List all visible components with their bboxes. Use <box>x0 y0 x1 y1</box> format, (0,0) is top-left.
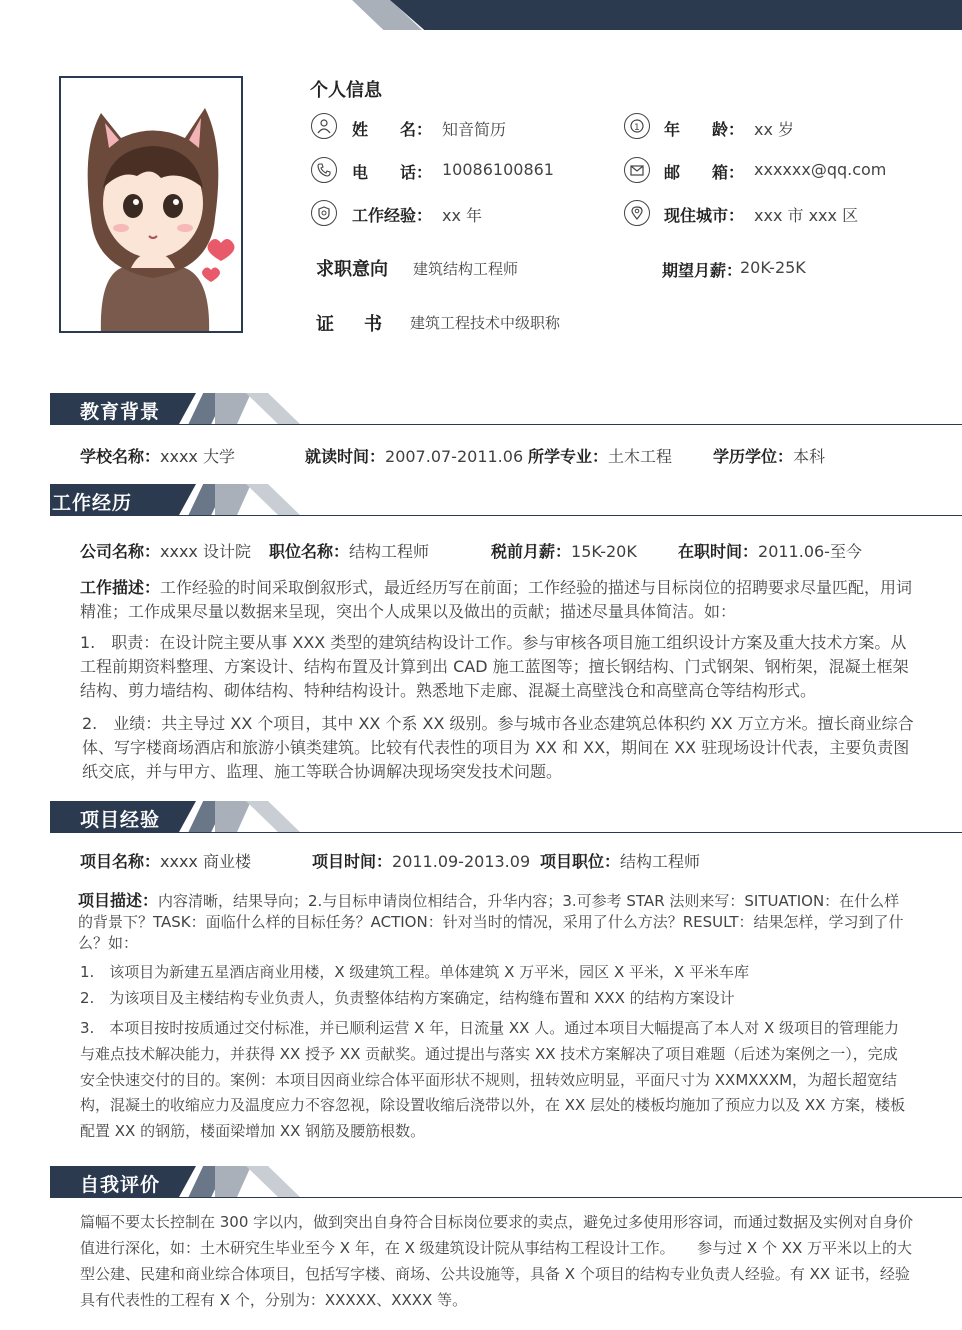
project-item-2: 2. 为该项目及主楼结构专业负责人，负责整体结构方案确定，结构缝布置和 XXX 的结构方案设计 <box>80 989 735 1007</box>
header-decoration-bar <box>390 0 962 30</box>
email-icon <box>624 157 650 183</box>
experience-label: 工作经验： <box>352 206 433 225</box>
degree <box>713 444 825 467</box>
project-role <box>540 849 700 872</box>
position-label: 职位名称： <box>269 542 350 561</box>
period-label: 就读时间： <box>305 447 386 466</box>
city-value: xxx 市 xxx 区 <box>754 206 859 225</box>
job-intent-label: 求职意向 <box>316 259 388 280</box>
school-value: xxxx 大学 <box>160 447 235 466</box>
work-description <box>80 576 920 624</box>
position <box>269 539 429 562</box>
age-label: 年 龄： <box>664 120 745 139</box>
tenure <box>678 539 862 562</box>
project-item-1: 1. 该项目为新建五星酒店商业用楼，X 级建筑工程。单体建筑 X 万平米，园区 X 平米，X 平米车库 <box>80 963 750 981</box>
company <box>80 539 251 562</box>
job-intent-value: 建筑结构工程师 <box>413 260 519 278</box>
project-role-value: 结构工程师 <box>620 852 701 871</box>
profile-photo <box>59 76 243 333</box>
tenure-value: 2011.06-至今 <box>758 542 862 561</box>
period-value: 2007.07-2011.06 <box>385 447 524 466</box>
project-description <box>78 890 908 954</box>
degree-label: 学历学位： <box>713 447 794 466</box>
section-header-education <box>50 393 962 425</box>
position-value: 结构工程师 <box>349 542 430 561</box>
section-header-self-evaluation <box>50 1166 962 1198</box>
work-desc-text: 工作经验的时间采取倒叙形式，最近经历写在前面；工作经验的描述与目标岗位的招聘要求尽量匹配，用词精准；工作成果尽量以数据来呈现，突出个人成果以及做出的贡献；描述尽量具体简洁。如： <box>80 578 913 621</box>
svg-text:1: 1 <box>634 123 640 133</box>
project-name-value: xxxx 商业楼 <box>160 852 251 871</box>
project-name <box>80 849 251 872</box>
work-desc-label: 工作描述： <box>80 578 161 597</box>
major-value: 土木工程 <box>608 447 673 466</box>
phone-icon <box>311 157 337 183</box>
project-item-3: 3. 本项目按时按质通过交付标准，并已顺利运营 X 年，日流量 XX 人。通过本项目大幅提高了本人对 X 级项目的管理能力与难点技术解决能力，并获得 XX 授予 XX 贡献奖。通过提出与落实 XX 技术方案解决了项目难题（后述为案例之一），完成安全快速交付的目的。案例：本项目因商业综合体平面形状不规则，扭转效应明显，平面尺寸为 XXMXXXM，为超长超宽结构，混凝土的收缩应力及温度应力不容忽视，除设置收缩后浇带以外，在 XX 层处的楼板均施加了预应力以及 XX 方案，楼板配置 XX 的钢筋，楼面梁增加 XX 钢筋及腰筋根数。 <box>80 1019 906 1141</box>
project-time-label: 项目时间： <box>312 852 393 871</box>
section-title-personal-info: 个人信息 <box>310 80 382 101</box>
user-icon <box>311 113 337 139</box>
section-header-work <box>50 484 962 516</box>
calendar-icon <box>624 113 650 139</box>
phone-label: 电 话： <box>352 163 433 182</box>
phone-value: 10086100861 <box>442 160 554 179</box>
tenure-label: 在职时间： <box>678 542 759 561</box>
age-value: xx 岁 <box>754 120 795 139</box>
avatar-illustration <box>61 78 243 333</box>
project-role-label: 项目职位： <box>540 852 621 871</box>
study-period <box>305 444 523 467</box>
expected-salary-label: 期望月薪： <box>662 261 743 280</box>
name-value: 知音简历 <box>442 120 507 139</box>
experience-value: xx 年 <box>442 206 483 225</box>
section-header-project <box>50 801 962 833</box>
section-title-education: 教育背景 <box>80 401 161 423</box>
education-row <box>80 444 235 467</box>
city-label: 现住城市： <box>664 206 745 225</box>
section-title-work: 工作经历 <box>52 492 133 514</box>
degree-value: 本科 <box>793 447 826 466</box>
major-label: 所学专业： <box>528 447 609 466</box>
self-evaluation-text: 篇幅不要太长控制在 300 字以内，做到突出自身符合目标岗位要求的卖点，避免过多使用形容词，而通过数据及实例对自身价值进行深化，如：土木研究生毕业至今 X 年，在 X 级建筑设计院从事结构工程设计工作。 参与过 X 个 XX 万平米以上的大型公建、民建和商业综合体项目，包括写字楼、商场、公共设施等，具备 X 个项目的结构专业负责人经验。有 XX 证书，经验具有代表性的工程有 X 个，分别为：XXXXX、XXXX 等。 <box>80 1213 914 1309</box>
pay-value: 15K-20K <box>571 542 637 561</box>
location-icon <box>624 200 650 226</box>
certificate-label: 证 书 <box>316 314 388 335</box>
major <box>528 444 672 467</box>
certificate-value: 建筑工程技术中级职称 <box>410 314 561 332</box>
project-time <box>312 849 530 872</box>
badge-icon <box>311 200 337 226</box>
section-title-self-evaluation: 自我评价 <box>80 1174 161 1196</box>
work-item-1: 1. 职责：在设计院主要从事 XXX 类型的建筑结构设计工作。参与审核各项目施工组织设计方案及重大技术方案。从工程前期资料整理、方案设计、结构布置及计算到出 CAD 施工蓝图等；擅长钢结构、门式钢架、钢桁架，混凝土框架结构、剪力墙结构、砌体结构、特种结构设计。熟悉地下走廊、混凝土高壁浅仓和高壁高仓等结构形式。 <box>80 633 909 700</box>
project-desc-label: 项目描述： <box>78 891 159 910</box>
pay <box>491 539 637 562</box>
work-item-2: 2. 业绩：共主导过 XX 个项目，其中 XX 个系 XX 级别。参与城市各业态建筑总体积约 XX 万立方米。擅长商业综合体、写字楼商场酒店和旅游小镇类建筑。比较有代表性的项目为 XX 和 XX，期间在 XX 驻现场设计代表，主要负责图纸交底，并与甲方、监理、施工等联合协调解决现场突发技术问题。 <box>82 714 914 781</box>
project-name-label: 项目名称： <box>80 852 161 871</box>
school-label: 学校名称： <box>80 447 161 466</box>
email-value: xxxxxx@qq.com <box>754 160 887 179</box>
company-value: xxxx 设计院 <box>160 542 251 561</box>
name-label: 姓 名： <box>352 120 433 139</box>
pay-label: 税前月薪： <box>491 542 572 561</box>
section-title-project: 项目经验 <box>80 809 161 831</box>
company-label: 公司名称： <box>80 542 161 561</box>
expected-salary-value: 20K-25K <box>740 258 806 277</box>
project-desc-text: 内容清晰，结果导向；2.与目标申请岗位相结合，升华内容；3.可参考 STAR 法则来写：SITUATION：在什么样的背景下？TASK：面临什么样的目标任务？ACTION：针对当时的情况，采用了什么方法？RESULT：结果怎样，学习到了什么？如： <box>78 892 904 952</box>
project-time-value: 2011.09-2013.09 <box>392 852 531 871</box>
email-label: 邮 箱： <box>664 163 745 182</box>
